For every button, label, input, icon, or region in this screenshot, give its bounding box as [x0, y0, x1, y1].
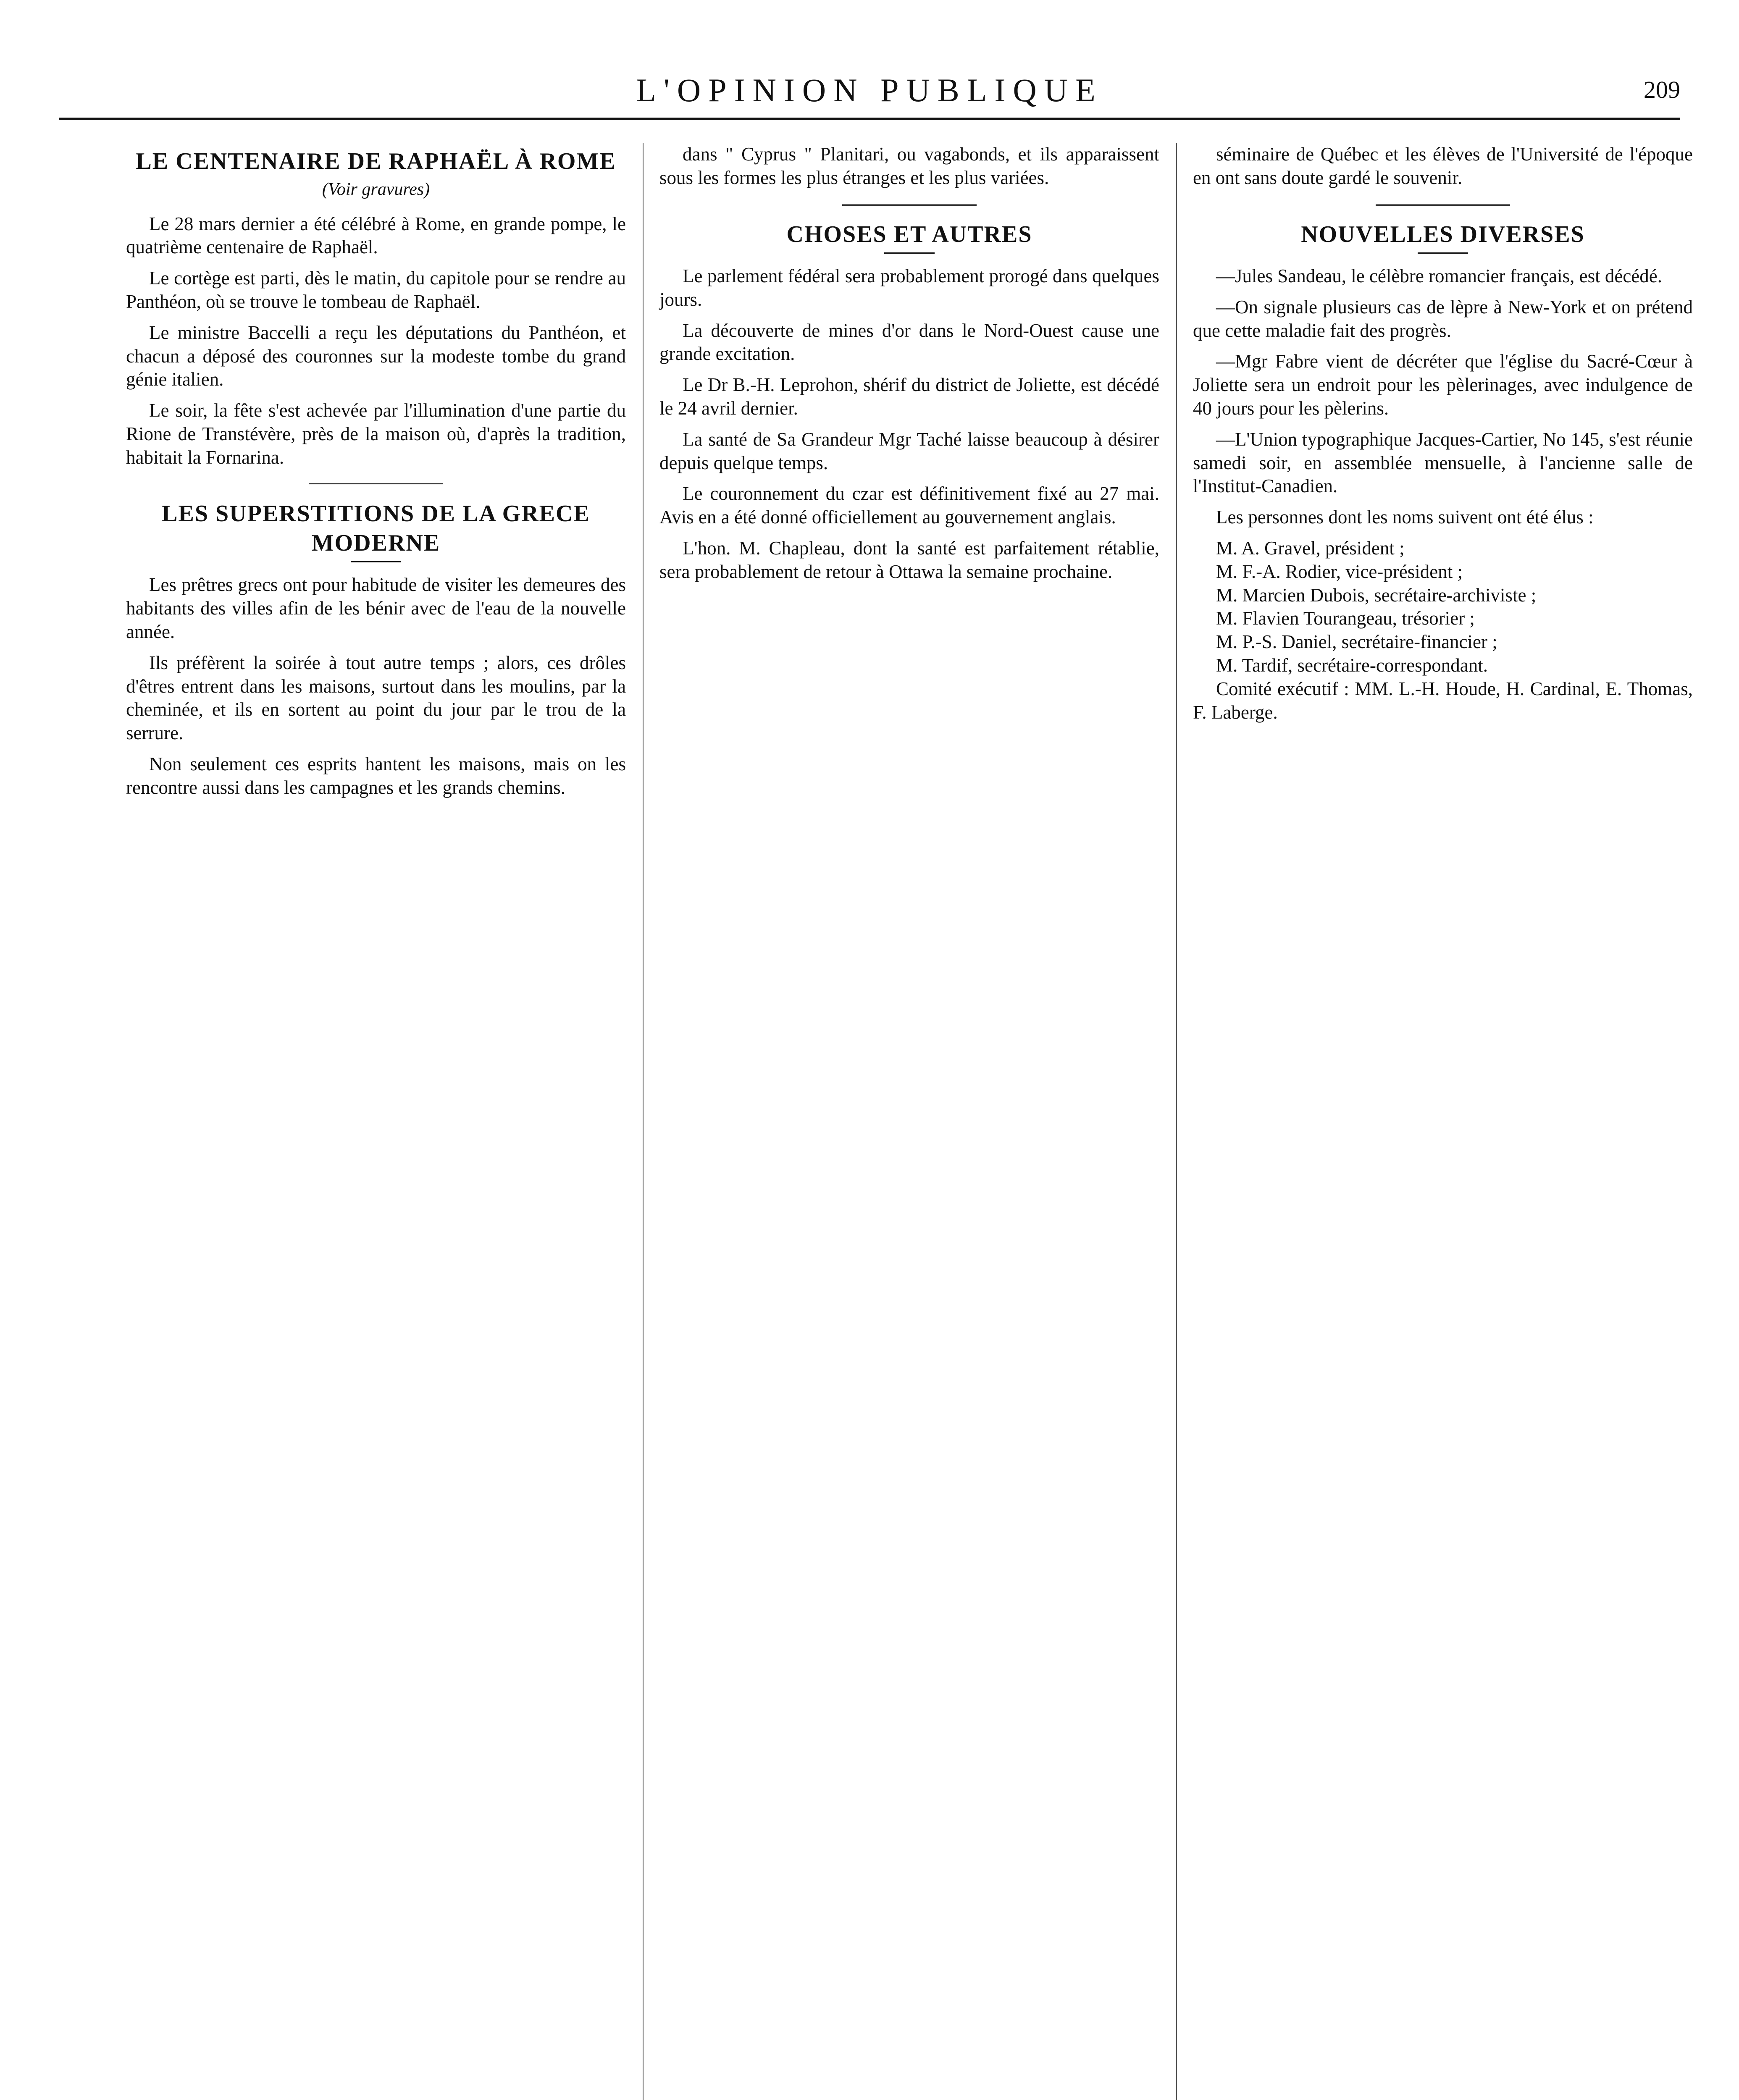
list-item: M. Flavien Tourangeau, trésorier ;	[1216, 608, 1475, 629]
article-title: LE CENTENAIRE DE RAPHAËL À ROME	[136, 148, 616, 174]
paragraph: Le parlement fédéral sera probablement prorogé dans quelques jours.	[659, 265, 1159, 310]
title-rule	[1418, 252, 1468, 254]
column-separator	[643, 143, 644, 2100]
list-item: M. P.-S. Daniel, secrétaire-financier ;	[1216, 631, 1497, 653]
column-1	[126, 143, 626, 807]
list-item: M. Marcien Dubois, secrétaire-archiviste ;	[1216, 584, 1537, 606]
paragraph: Comité exécutif : MM. L.-H. Houde, H. Cardinal, E. Thomas, F. Laberge.	[1193, 678, 1693, 723]
list-item: M. A. Gravel, président ;	[1216, 538, 1405, 559]
paragraph: Les personnes dont les noms suivent ont été élus :	[1216, 507, 1594, 528]
paragraph: La santé de Sa Grandeur Mgr Taché laisse beaucoup à désirer depuis quelque temps.	[659, 428, 1159, 473]
article-title: NOUVELLES DIVERSES	[1301, 221, 1585, 247]
paragraph: Ils préfèrent la soirée à tout autre temps ; alors, ces drôles d'êtres entrent dans les maisons, surtout dans les moulins, par la cheminée, et ils en sortent au point du jour par le trou de la serrure.	[126, 652, 626, 744]
paragraph: —L'Union typographique Jacques-Cartier, No 145, s'est réunie samedi soir, en assemblée mensuelle, à l'ancienne salle de l'Institut-Canadien.	[1193, 428, 1693, 497]
section-divider	[1376, 204, 1510, 206]
paragraph: Le soir, la fête s'est achevée par l'illumination d'une partie du Rione de Transtévère, près de la maison où, d'après la tradition, habitait la Fornarina.	[126, 400, 626, 468]
article-title: LES SUPERSTITIONS DE LA GRECE MODERNE	[162, 501, 590, 556]
article-title: CHOSES ET AUTRES	[786, 221, 1032, 247]
paragraph: Le Dr B.-H. Leprohon, shérif du district de Joliette, est décédé le 24 avril dernier.	[659, 374, 1159, 419]
paragraph: séminaire de Québec et les élèves de l'Université de l'époque en ont sans doute gardé le souvenir.	[1193, 144, 1693, 188]
header-rule	[59, 118, 1680, 120]
paragraph: Les prêtres grecs ont pour habitude de visiter les demeures des habitants des villes afin de les bénir avec de l'eau de la nouvelle année.	[126, 574, 626, 642]
officers-list	[1193, 537, 1693, 677]
section-divider	[309, 483, 443, 485]
paragraph: Le cortège est parti, dès le matin, du capitole pour se rendre au Panthéon, où se trouve le tombeau de Raphaël.	[126, 268, 626, 312]
section-divider	[842, 204, 977, 206]
paragraph: Le 28 mars dernier a été célébré à Rome, en grande pompe, le quatrième centenaire de Raphaël.	[126, 213, 626, 258]
article-subtitle: (Voir gravures)	[322, 180, 430, 200]
paragraph: Non seulement ces esprits hantent les maisons, mais on les rencontre aussi dans les campagnes et les grands chemins.	[126, 753, 626, 798]
paragraph: La découverte de mines d'or dans le Nord-Ouest cause une grande excitation.	[659, 320, 1159, 365]
masthead: L'OPINION PUBLIQUE	[636, 72, 1103, 108]
paragraph: —Mgr Fabre vient de décréter que l'église du Sacré-Cœur à Joliette sera un endroit pour les pèlerinages, avec indulgence de 40 jours pour les pèlerins.	[1193, 351, 1693, 419]
paragraph: —Jules Sandeau, le célèbre romancier français, est décédé.	[1216, 265, 1662, 287]
paragraph: Le couronnement du czar est définitivement fixé au 27 mai. Avis en a été donné officiellement au gouvernement anglais.	[659, 483, 1159, 528]
paragraph: —On signale plusieurs cas de lèpre à New-York et on prétend que cette maladie fait des progrès.	[1193, 296, 1693, 341]
page-header	[59, 71, 1680, 122]
page-number: 209	[1644, 76, 1680, 103]
list-item: M. F.-A. Rodier, vice-président ;	[1216, 561, 1463, 582]
column-separator	[1176, 143, 1177, 2100]
paragraph: dans " Cyprus " Planitari, ou vagabonds, et ils apparaissent sous les formes les plus étranges et les plus variées.	[659, 144, 1159, 188]
column-3	[1193, 143, 1693, 732]
list-item: M. Tardif, secrétaire-correspondant.	[1216, 654, 1488, 676]
title-rule	[884, 252, 935, 254]
title-rule	[351, 561, 401, 562]
column-2	[659, 143, 1159, 591]
paragraph: L'hon. M. Chapleau, dont la santé est parfaitement rétablie, sera probablement de retour à Ottawa la semaine prochaine.	[659, 538, 1159, 582]
paragraph: Le ministre Baccelli a reçu les députations du Panthéon, et chacun a déposé des couronnes sur la modeste tombe du grand génie italien.	[126, 322, 626, 390]
